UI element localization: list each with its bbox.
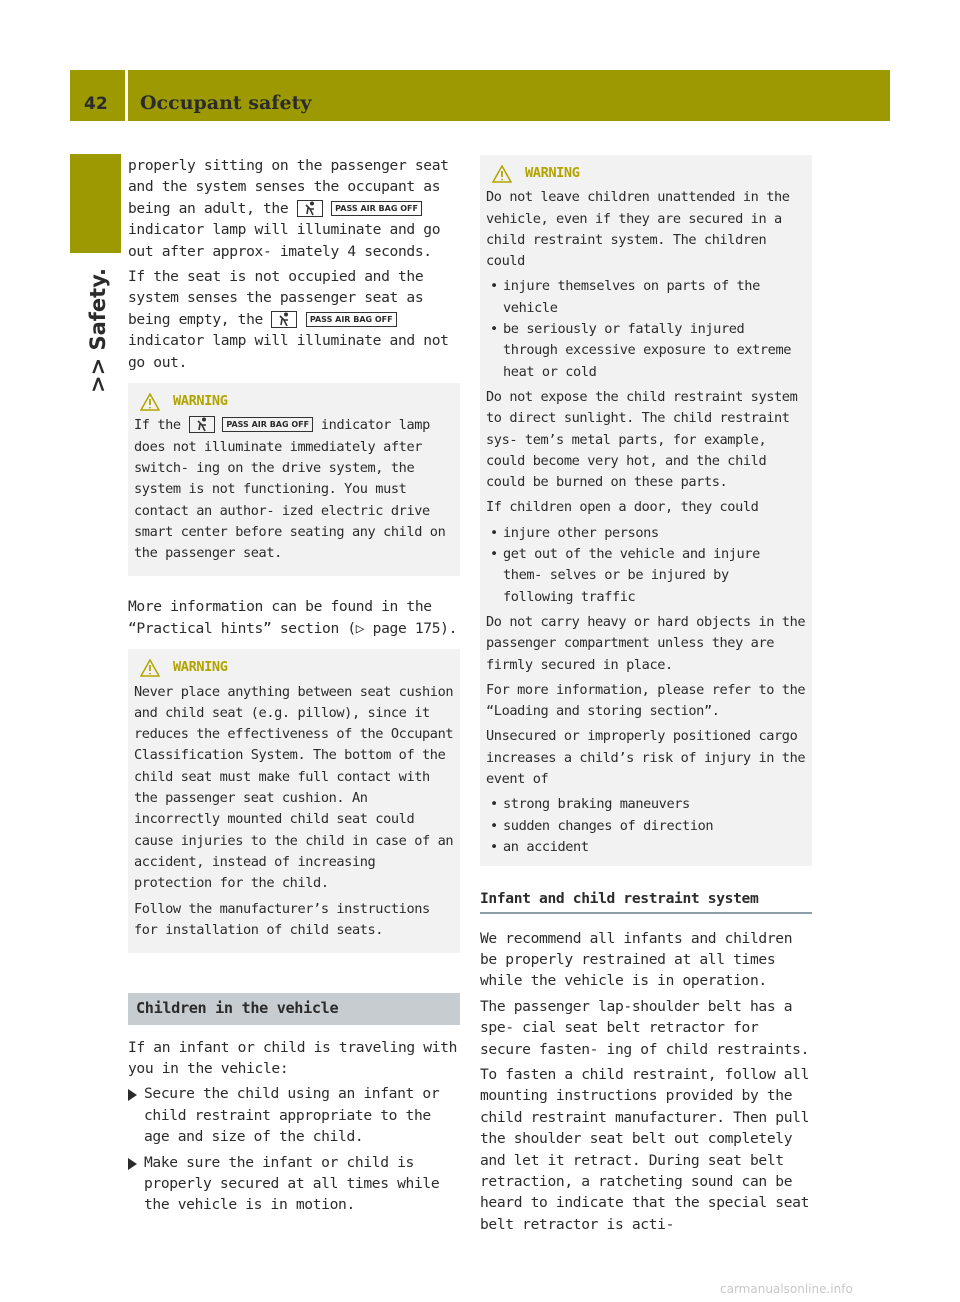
- list-item: • injure other persons: [486, 523, 806, 544]
- warning-triangle-icon: [140, 393, 160, 411]
- step-arrow-icon: [128, 1158, 137, 1170]
- step-arrow-icon: [128, 1089, 137, 1101]
- list-item: • be seriously or fatally injured through excessive exposure to extreme heat or cold: [486, 319, 806, 383]
- list-item: • an accident: [486, 837, 806, 858]
- warning-header: [134, 391, 454, 412]
- warning-text: If children open a door, they could: [486, 499, 759, 516]
- side-tab-label: >> Safety.: [86, 268, 110, 393]
- instruction-step: Make sure the infant or child is properly secured at all times while the vehicle is in motion.: [128, 1152, 460, 1216]
- page-reference-link[interactable]: page 175: [372, 619, 441, 637]
- left-column: [128, 155, 460, 1220]
- warning-text: Unsecured or improperly positioned cargo increases a child’s risk of injury in the event of: [486, 728, 806, 788]
- warning-text: For more information, please refer to the “Loading and storing section”.: [486, 681, 806, 720]
- warning-text: Do not expose the child restraint system to direct sunlight. The child restraint sys- tem’s metal parts, for example, could become very hot, and the child could be burned on these parts.: [486, 388, 798, 491]
- passenger-seat-icon: [189, 416, 215, 433]
- warning-box-unattended: [480, 155, 812, 866]
- warning-text: Follow the manufacturer’s instructions for installation of child seats.: [134, 900, 430, 938]
- list-item: • injure themselves on parts of the vehicle: [486, 276, 806, 319]
- list-item: • get out of the vehicle and injure them- selves or be injured by following traffic: [486, 544, 806, 608]
- header-divider: [125, 70, 128, 121]
- warning-text: If the PASS AIR BAG OFF indicator lamp does not illuminate immediately after switch- ing on the drive system, the system is not functioning. You must contact an author- ized electric drive smart center before seating any child on the passenger seat.: [134, 417, 446, 562]
- warning-header: [486, 163, 806, 184]
- paragraph-children: If an infant or child is traveling with you in the vehicle:: [128, 1038, 458, 1077]
- passenger-seat-icon: [271, 311, 297, 328]
- watermark: carmanualsonline.info: [720, 1282, 853, 1296]
- warning-triangle-icon: [492, 165, 512, 183]
- right-column: [480, 155, 812, 1239]
- airbag-off-badge: PASS AIR BAG OFF: [222, 417, 313, 432]
- paragraph-retractor: The passenger lap-shoulder belt has a spe- cial seat belt retractor for secure fasten- ing of child restraints.: [480, 997, 810, 1058]
- warning-title: WARNING: [173, 393, 228, 410]
- paragraph-adult-occupant: properly sitting on the passenger seat and the system senses the occupant as being an adult, the PASS AIR BAG OFF indicator lamp will illuminate and go out after approx- imately 4 seconds.: [128, 157, 449, 260]
- paragraph-more-info: More information can be found in the “Practical hints” section (▷ page 175).: [128, 598, 458, 637]
- list-item: • strong braking maneuvers: [486, 794, 806, 815]
- page-number: 42: [84, 94, 108, 114]
- paragraph-recommend: We recommend all infants and children be properly restrained at all times while the vehicle is in operation.: [480, 929, 793, 990]
- passenger-seat-icon: [297, 200, 323, 217]
- warning-header: [134, 657, 454, 678]
- warning-title: WARNING: [525, 165, 580, 181]
- warning-box-child-seat: [128, 649, 460, 953]
- warning-title: WARNING: [173, 659, 228, 676]
- warning-text: Never place anything between seat cushion and child seat (e.g. pillow), since it reduces the effectiveness of the Occupant Classification System. The bottom of the child seat must make full contact with the passenger seat cushion. An incorrectly mounted child seat could cause injuries to the child in case of an accident, instead of increasing protection for the child.: [134, 683, 454, 892]
- instruction-step: Secure the child using an infant or child restraint appropriate to the age and size of the child.: [128, 1083, 460, 1147]
- chapter-title: Occupant safety: [140, 92, 312, 114]
- warning-triangle-icon: [140, 659, 160, 677]
- airbag-off-badge: PASS AIR BAG OFF: [331, 201, 422, 216]
- paragraph-empty-seat: If the seat is not occupied and the system senses the passenger seat as being empty, the PASS AIR BAG OFF indicator lamp will illuminate and not go out.: [128, 268, 449, 371]
- warning-box-indicator: [128, 383, 460, 576]
- subsection-heading: Infant and child restraint system: [480, 888, 812, 913]
- warning-text: Do not leave children unattended in the vehicle, even if they are secured in a child restraint system. The children could: [486, 189, 790, 270]
- list-item: • sudden changes of direction: [486, 816, 806, 837]
- section-heading: Children in the vehicle: [128, 993, 460, 1024]
- page-reference-arrow: ▷: [355, 619, 365, 637]
- airbag-off-badge: PASS AIR BAG OFF: [306, 312, 397, 327]
- paragraph-fasten: To fasten a child restraint, follow all mounting instructions provided by the child restraint manufacturer. Then pull the shoulder seat belt out completely and let it retract. During seat belt retraction, a ratcheting sound can be heard to indicate that the special seat belt retractor is acti-: [480, 1066, 810, 1233]
- warning-text: Do not carry heavy or hard objects in the passenger compartment unless they are firmly secured in place.: [486, 613, 806, 673]
- side-tab-block: [70, 154, 121, 253]
